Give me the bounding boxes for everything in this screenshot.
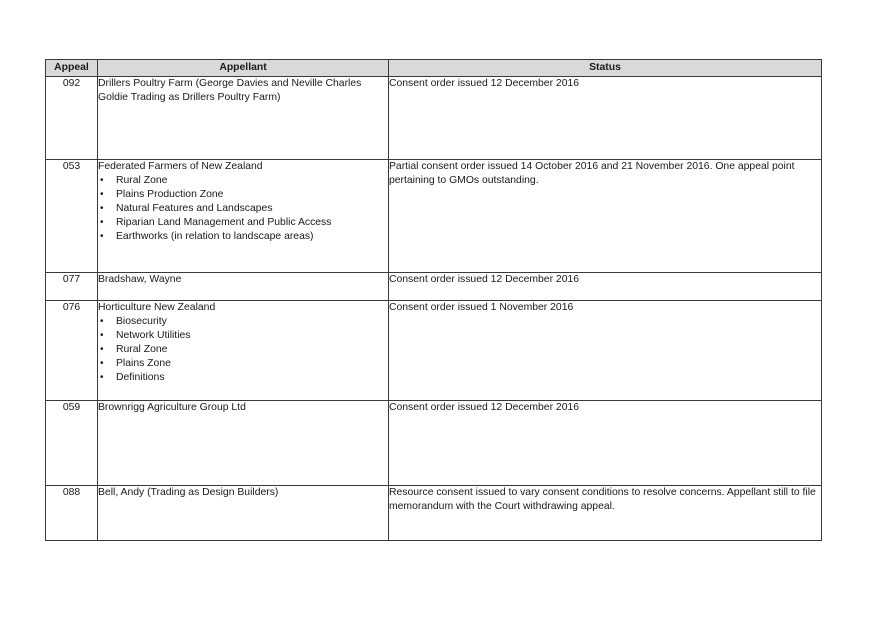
appeals-status-table xyxy=(45,59,822,541)
appellant-cell xyxy=(98,301,389,401)
appellant-cell xyxy=(98,273,389,301)
status-text: Consent order issued 12 December 2016 xyxy=(389,273,822,301)
appeal-topics-list xyxy=(98,315,388,385)
appeal-number: 076 xyxy=(46,301,98,401)
appeal-topic-item: • Rural Zone xyxy=(98,343,388,357)
appeal-number: 053 xyxy=(46,160,98,273)
appeal-topics-list xyxy=(98,174,388,244)
appeal-topic-item: • Plains Zone xyxy=(98,357,388,371)
appellant-name: Bell, Andy (Trading as Design Builders) xyxy=(98,487,279,498)
status-text: Partial consent order issued 14 October 2016 and 21 November 2016. One appeal point pertaining to GMOs outstanding. xyxy=(389,160,822,273)
appeal-number: 088 xyxy=(46,486,98,541)
appellant-name: Brownrigg Agriculture Group Ltd xyxy=(98,402,246,413)
appeal-topic-item: • Plains Production Zone xyxy=(98,188,388,202)
appeal-topic-item: • Biosecurity xyxy=(98,315,388,329)
table-row xyxy=(46,273,822,301)
status-text: Consent order issued 12 December 2016 xyxy=(389,77,822,160)
appellant-cell xyxy=(98,77,389,160)
appellant-cell xyxy=(98,160,389,273)
table-row xyxy=(46,77,822,160)
appellant-name: Horticulture New Zealand xyxy=(98,302,216,313)
appeal-topic-item: • Network Utilities xyxy=(98,329,388,343)
appellant-name: Bradshaw, Wayne xyxy=(98,274,182,285)
header-appellant: Appellant xyxy=(98,60,389,77)
appellant-cell xyxy=(98,401,389,486)
table-row xyxy=(46,401,822,486)
appeal-topic-item: • Riparian Land Management and Public Access xyxy=(98,216,388,230)
header-status: Status xyxy=(389,60,822,77)
appeal-topic-item: • Natural Features and Landscapes xyxy=(98,202,388,216)
appeal-topic-item: • Definitions xyxy=(98,371,388,385)
table-row xyxy=(46,301,822,401)
status-text: Resource consent issued to vary consent conditions to resolve concerns. Appellant still to file memorandum with the Court withdrawing appeal. xyxy=(389,486,822,541)
table-row xyxy=(46,486,822,541)
appeal-number: 092 xyxy=(46,77,98,160)
appeal-number: 077 xyxy=(46,273,98,301)
appeal-topic-item: • Earthworks (in relation to landscape areas) xyxy=(98,230,388,244)
appeal-number: 059 xyxy=(46,401,98,486)
status-text: Consent order issued 12 December 2016 xyxy=(389,401,822,486)
appellant-cell xyxy=(98,486,389,541)
table-row xyxy=(46,160,822,273)
table-header-row xyxy=(46,60,822,77)
appellant-name: Federated Farmers of New Zealand xyxy=(98,161,263,172)
appeal-topic-item: • Rural Zone xyxy=(98,174,388,188)
appellant-name: Drillers Poultry Farm (George Davies and Neville Charles Goldie Trading as Drillers Poultry Farm) xyxy=(98,78,362,103)
status-text: Consent order issued 1 November 2016 xyxy=(389,301,822,401)
header-appeal: Appeal xyxy=(46,60,98,77)
